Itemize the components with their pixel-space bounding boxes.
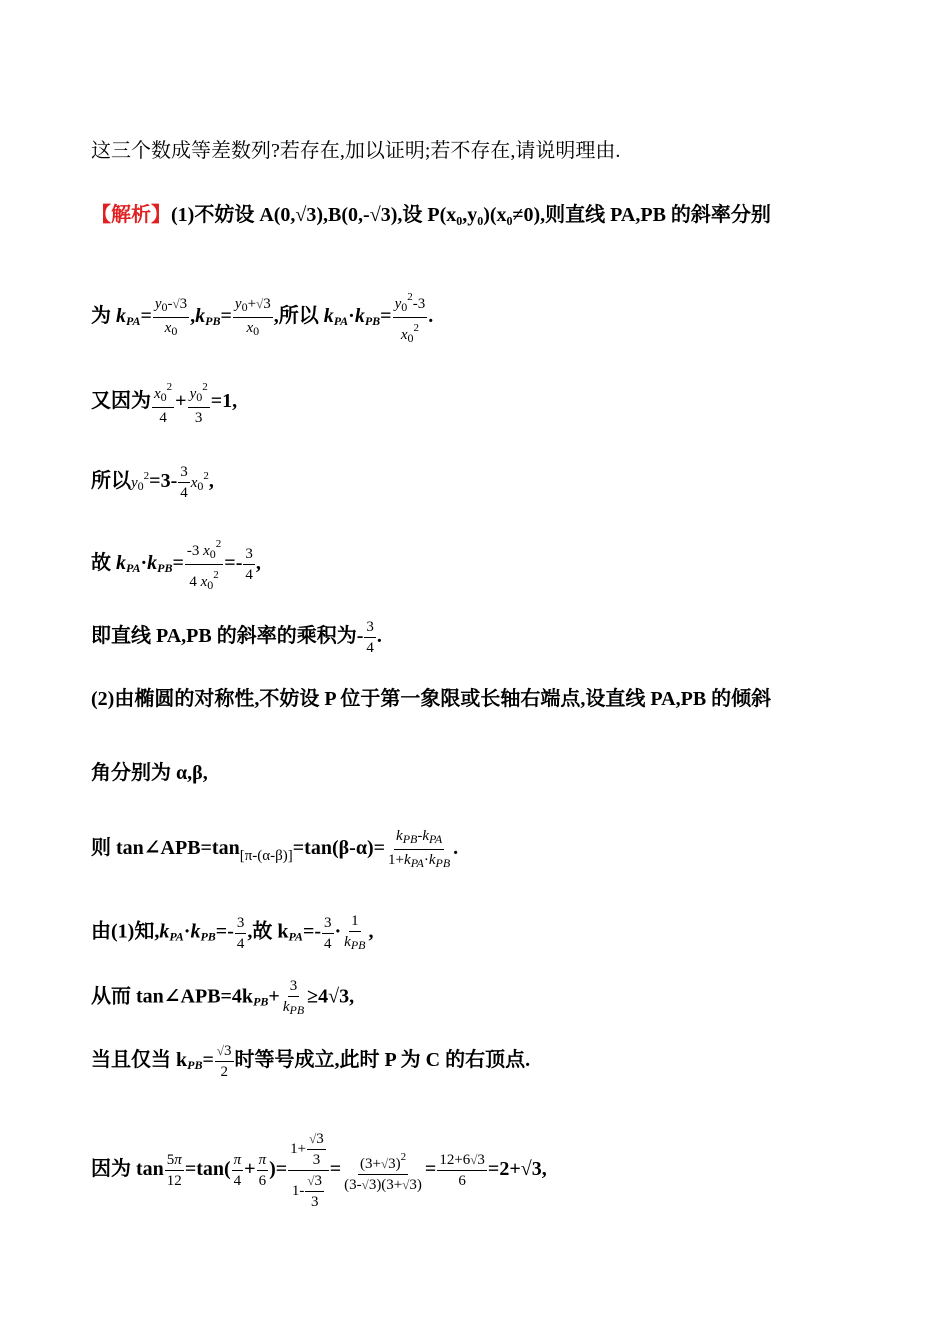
text-line-3: 又因为 $\frac{x_0^2}{4}$ + $\frac{y_0^2}{3}$ =1, (91, 378, 237, 427)
text-line-12: 当且仅当 $k_{PB}=$ $\frac{√3}{2}$ 时等号成立,此时 P 为 C 的右顶点. (91, 1043, 531, 1080)
text-line-11: 从而 $\tan\angle APB=4k_{PB}+$ $\frac{3}{k_{PB}}$ ≥4√3, (91, 978, 355, 1017)
text-line-9: 则 $\tan\angle APB=\tan_{[\pi-(\alpha-\beta)]}=\tan(\beta-\alpha)=$ $\frac{k_{PB}-k_{PA}}{1+k_{PA}\cdot k_{PB}}$ . (91, 828, 459, 870)
text-line-4: 所以$y_0^2=3-$ $\frac{3}{4}$ $x_0^2$, (91, 463, 214, 501)
text-line-10: 由(1)知$,k_{PA}\cdot k_{PB}=-$ $\frac{3}{4}$ ,故 $k_{PA}=-$ $\frac{3}{4}$ · $\frac{1}{k_{PB}}$ , (91, 913, 374, 952)
text-line-2: 为 $k_{PA}=$ $\frac{y_0-√3}{x_0}$ $,k_{PB}=$ $\frac{y_0+√3}{x_0}$ ,所以 $k_{PA}\cdot k_{PB}=$ $\frac{y_0^2-3}{x_0^2}$ . (91, 288, 433, 347)
text-line-5: 故 $k_{PA}\cdot k_{PB}=$ $\frac{-3 x_0^2}{4 x_0^2}$ =- $\frac{3}{4}$ , (91, 535, 261, 594)
text-line-8: 角分别为 α,β, (91, 762, 208, 784)
analysis-tag: 【解析】 (91, 204, 171, 226)
text-line-0: 这三个数成等差数列?若存在,加以证明;若不存在,请说明理由. (91, 140, 621, 162)
text-line-6: 即直线 PA,PB 的斜率的乘积为- $\frac{3}{4}$ . (91, 619, 382, 656)
text-line-7: (2)由椭圆的对称性,不妨设 P 位于第一象限或长轴右端点,设直线 PA,PB 的倾斜 (91, 688, 772, 710)
text-line-13: 因为 tan $\frac{5\pi}{12}$ =tan( $\frac{\pi}{4}$ + $\frac{\pi}{6}$ )= 1+ $\frac{√3}{3}$ 1- $\frac{√3}{3}$ = $\frac{(3+√3)^2}{(3-√3)(3+√3)}$ = $\frac{12+6√3}{6}$ =2+√3, (91, 1131, 547, 1210)
text-line-1: 【解析】(1)不妨设 A(0,√3),B(0,-√3),设 P(x₀,y₀)(x₀≠0),则直线 PA,PB 的斜率分别 (91, 204, 771, 226)
